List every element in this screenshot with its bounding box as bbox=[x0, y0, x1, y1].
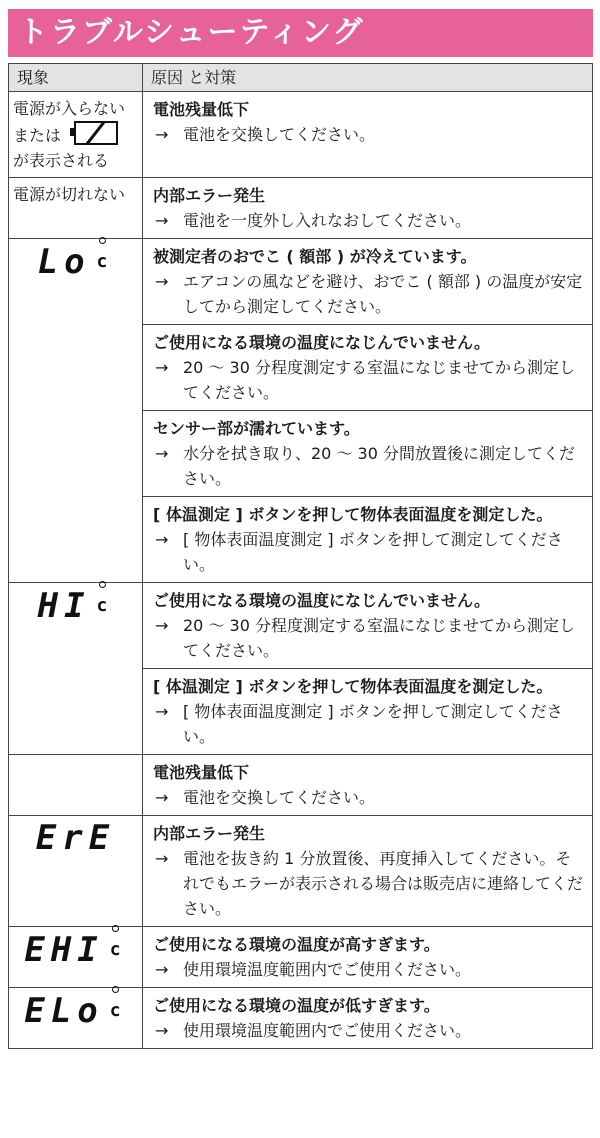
arrow-icon: → bbox=[155, 616, 169, 635]
battery-empty-icon bbox=[74, 121, 118, 145]
cause-title: 内部エラー発生 bbox=[153, 186, 266, 205]
cause-cell bbox=[143, 411, 593, 497]
cause-cell bbox=[143, 583, 593, 669]
cause-title: 電池残量低下 bbox=[153, 100, 250, 119]
arrow-icon: → bbox=[155, 211, 169, 230]
table-row bbox=[9, 927, 593, 988]
header-cause: 原因 と対策 bbox=[143, 64, 593, 92]
symptom-text: 電源が入らない bbox=[13, 99, 126, 118]
cause-title: 電池残量低下 bbox=[153, 763, 250, 782]
cause-title: 内部エラー発生 bbox=[153, 824, 266, 843]
header-symptom: 現象 bbox=[9, 64, 143, 92]
celsius-icon: c bbox=[110, 937, 127, 962]
arrow-icon: → bbox=[155, 125, 169, 144]
table-row bbox=[9, 583, 593, 669]
cause-action bbox=[153, 613, 584, 663]
cause-action bbox=[153, 355, 584, 405]
action-text: 使用環境温度範囲内でご使用ください。 bbox=[183, 960, 472, 979]
lcd-display-cell bbox=[9, 583, 143, 755]
action-text: 20 ～ 30 分程度測定する室温になじませてから測定してください。 bbox=[183, 358, 575, 402]
cause-cell bbox=[143, 178, 593, 239]
lcd-code-ere: ErE bbox=[35, 818, 116, 858]
cause-action bbox=[153, 785, 584, 810]
cause-cell bbox=[143, 755, 593, 816]
action-text: 電池を抜き約 1 分放置後、再度挿入してください。それでもエラーが表示される場合は販売店に連絡してください。 bbox=[183, 849, 584, 918]
celsius-icon: c bbox=[97, 249, 114, 274]
action-text: 20 ～ 30 分程度測定する室温になじませてから測定してください。 bbox=[183, 616, 575, 660]
cause-cell bbox=[143, 927, 593, 988]
action-text: エアコンの風などを避け、おでこ ( 額部 ) の温度が安定してから測定してください。 bbox=[183, 272, 583, 316]
cause-title: [ 体温測定 ] ボタンを押して物体表面温度を測定した。 bbox=[153, 505, 553, 524]
lcd-display-cell bbox=[9, 927, 143, 988]
symptom-text: 電源が切れない bbox=[13, 185, 126, 204]
troubleshooting-table bbox=[8, 63, 593, 1049]
action-text: 電池を一度外し入れなおしてください。 bbox=[183, 211, 472, 230]
table-row bbox=[9, 239, 593, 325]
cause-action bbox=[153, 846, 584, 921]
action-text: [ 物体表面温度測定 ] ボタンを押して測定してください。 bbox=[183, 530, 563, 574]
celsius-icon: c bbox=[110, 998, 127, 1023]
arrow-icon: → bbox=[155, 358, 169, 377]
symptom-cell bbox=[9, 178, 143, 239]
cause-cell bbox=[143, 669, 593, 755]
cause-cell bbox=[143, 239, 593, 325]
cause-action bbox=[153, 957, 584, 982]
lcd-code-hi: HI bbox=[37, 586, 91, 626]
cause-title: ご使用になる環境の温度になじんでいません。 bbox=[153, 591, 490, 610]
arrow-icon: → bbox=[155, 272, 169, 291]
arrow-icon: → bbox=[155, 702, 169, 721]
arrow-icon: → bbox=[155, 530, 169, 549]
lcd-code-lo: Lo bbox=[37, 242, 91, 282]
arrow-icon: → bbox=[155, 444, 169, 463]
table-row bbox=[9, 988, 593, 1049]
cause-title: ご使用になる環境の温度が高すぎます。 bbox=[153, 935, 440, 954]
arrow-icon: → bbox=[155, 1021, 169, 1040]
symptom-cell bbox=[9, 92, 143, 178]
table-row bbox=[9, 178, 593, 239]
symptom-cell-empty bbox=[9, 755, 143, 816]
action-text: 電池を交換してください。 bbox=[183, 125, 376, 144]
arrow-icon: → bbox=[155, 960, 169, 979]
cause-title: ご使用になる環境の温度になじんでいません。 bbox=[153, 333, 490, 352]
lcd-code-ehi: EHI bbox=[24, 930, 104, 970]
cause-cell bbox=[143, 497, 593, 583]
cause-action bbox=[153, 269, 584, 319]
cause-action bbox=[153, 699, 584, 749]
cause-title: センサー部が濡れています。 bbox=[153, 419, 360, 438]
arrow-icon: → bbox=[155, 788, 169, 807]
cause-cell bbox=[143, 816, 593, 927]
cause-title: [ 体温測定 ] ボタンを押して物体表面温度を測定した。 bbox=[153, 677, 553, 696]
action-text: 電池を交換してください。 bbox=[183, 788, 376, 807]
action-text: 水分を拭き取り、20 ～ 30 分間放置後に測定してください。 bbox=[183, 444, 575, 488]
cause-action bbox=[153, 441, 584, 491]
lcd-code-elo: ELo bbox=[24, 991, 104, 1031]
cause-cell bbox=[143, 988, 593, 1049]
cause-cell bbox=[143, 92, 593, 178]
celsius-icon: c bbox=[97, 593, 114, 618]
cause-action bbox=[153, 208, 584, 233]
title-bar bbox=[8, 9, 593, 57]
action-text: [ 物体表面温度測定 ] ボタンを押して測定してください。 bbox=[183, 702, 563, 746]
cause-title: 被測定者のおでこ ( 額部 ) が冷えています。 bbox=[153, 247, 477, 266]
action-text: 使用環境温度範囲内でご使用ください。 bbox=[183, 1021, 472, 1040]
cause-action bbox=[153, 1018, 584, 1043]
cause-action bbox=[153, 527, 584, 577]
table-row bbox=[9, 816, 593, 927]
lcd-display-cell bbox=[9, 816, 143, 927]
arrow-icon: → bbox=[155, 849, 169, 868]
page-title: トラブルシューティング bbox=[18, 15, 365, 50]
table-header-row bbox=[9, 64, 593, 92]
cause-title: ご使用になる環境の温度が低すぎます。 bbox=[153, 996, 440, 1015]
table-row bbox=[9, 92, 593, 178]
symptom-text-line3: が表示される bbox=[13, 151, 110, 170]
table-row bbox=[9, 755, 593, 816]
lcd-display-cell bbox=[9, 239, 143, 583]
cause-cell bbox=[143, 325, 593, 411]
lcd-display-cell bbox=[9, 988, 143, 1049]
cause-action bbox=[153, 122, 584, 147]
symptom-text-line2: または bbox=[13, 121, 138, 148]
